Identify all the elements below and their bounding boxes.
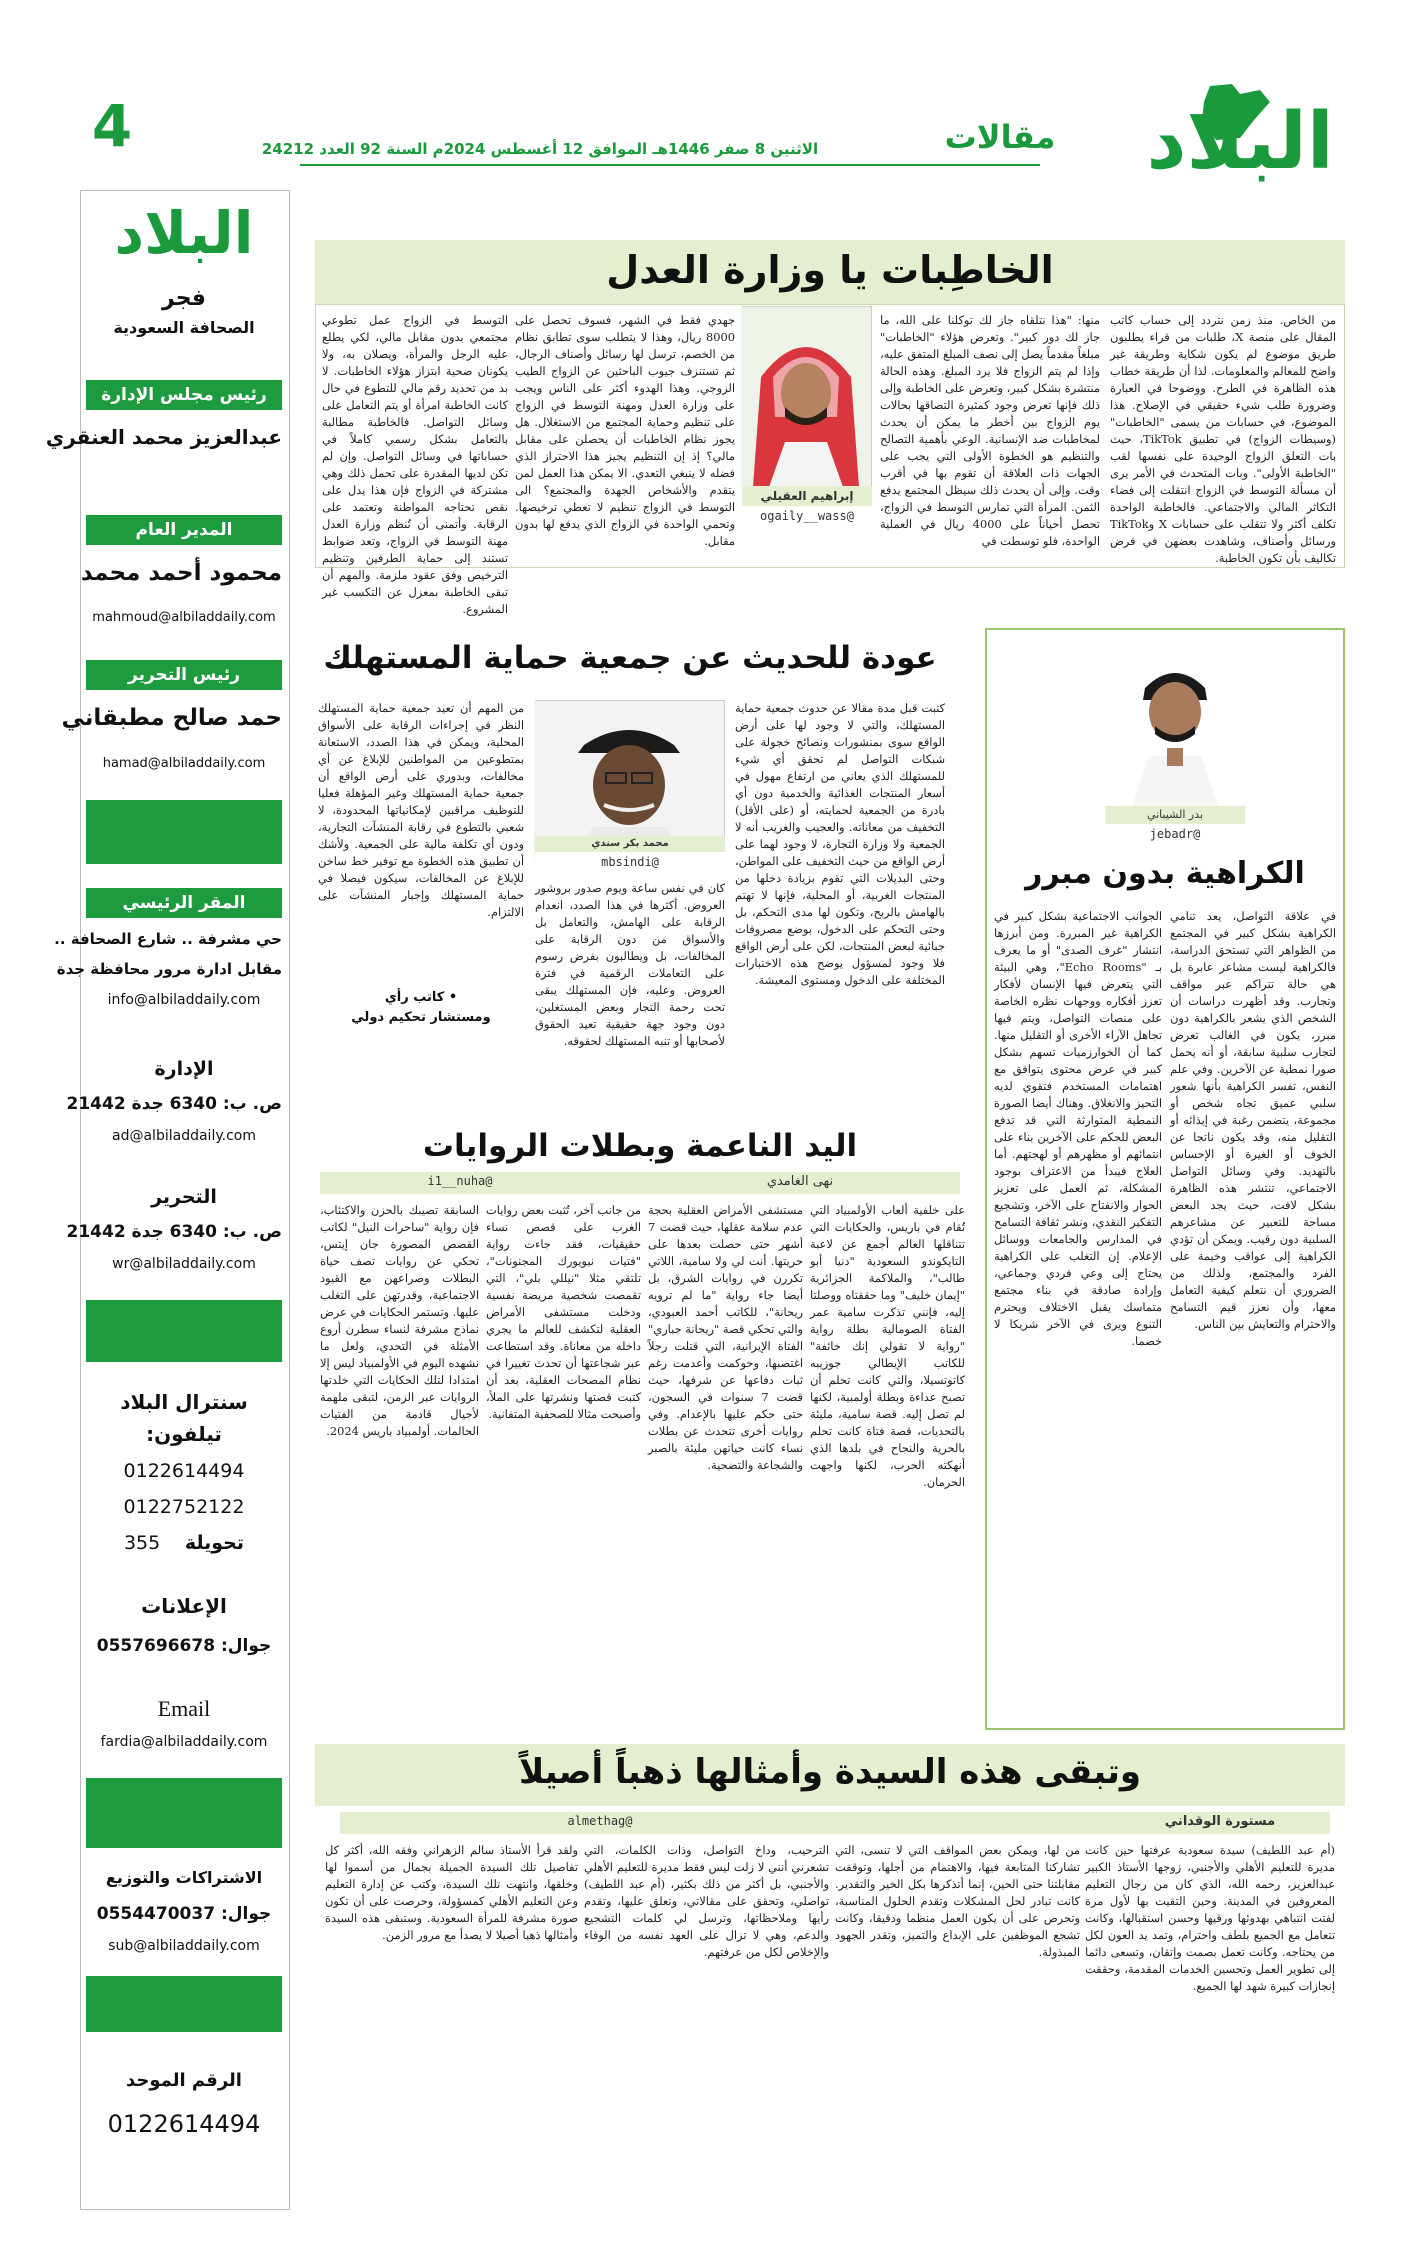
article-5-col-2: من لها، ويمكن بعض المواقف التي لا تنسى، التي تشاركنا المتابعة فيها، والاهتمام من أجلها، وتوقفت مقابلتنا حتى الحين، إنما أتذكرها بكل الخير والتقدير. كانت تبادر لحل المشكلات وتقدم الحلول المناسبة، وتحرص على أن يكون العمل منظما ودقيقا، وكانت تشجع الموظفين على الإبداع والتميز، وتقدر الجهود المبذولة. — [835, 1843, 1080, 1959]
article-4-author-name: نهى الغامدي — [766, 1174, 834, 1189]
sidebar-tagline-1: فجر — [162, 286, 206, 311]
admin-line: ص. ب: 6340 جدة 21442 — [66, 1094, 282, 1114]
subs-label: الاشتراكات والتوزيع — [105, 1868, 263, 1887]
article-3-author-photo — [1115, 640, 1235, 810]
editorial-label: التحرير — [151, 1186, 217, 1208]
sidebar-logo: البلاد — [114, 199, 254, 267]
article-1-title: الخاطِبات يا وزارة العدل — [606, 248, 1054, 292]
article-5-col-4: ولقد قرأ الأستاذ سالم الزهراني وفقه الله، أكثر كل تفاصيل تلك السيدة الجميلة بجمال من أسموا لها وخلقها، وانتهت تلك السيدة، وكتب عن إدارة التعليم وعن التعليم الأهلي كمسؤولة، وحرصت على أن تكون صورة مشرفة للمرأة السعودية. وستبقى هذه السيدة وأمثالها ذهبا أصيلا لا يصدأ مع مرور الزمن. — [325, 1843, 578, 1942]
unified-label: الرقم الموحد — [126, 2070, 242, 2091]
masthead-divider — [300, 164, 1040, 166]
chairman-name: عبدالعزيز محمد العنقري — [45, 425, 282, 449]
masthead — [0, 0, 1420, 200]
article-2-col-3: من المهم أن تعيد جمعية حماية المستهلك النظر في إجراءات الرقابة على الأسواق المحلية، ويمكن في هذا الصدد، الاستعانة بمتطوعين من المواطنين للإبلاغ عن أي مخالفات، وبدوري على أرض الواقع أن جمعية حماية المستهلك وغير المؤهلة فعليا للتوظيف مراقبين لإمكانياتها المحدودة، لا شعبي بالتطوع في رقابة المنشآت التجارية، ودون أي تكلفة مالية على الجمعية. ولأشك أن تطبيق هذه الخطوة مع توفير خط ساخن للإبلاغ عن المخالفات، سيكون فيصلا في حماية المستهلك وإجبار المنشآت على الالتزام. — [318, 701, 524, 919]
hq-email[interactable]: info@albiladdaily.com — [107, 992, 261, 1008]
article-3-col-1: في علاقة التواصل، يعد تنامي الكراهية بشكل كبير في المجتمع من الظواهر التي تستحق الدراسة، فالكراهية ليست مشاعر عابرة بل هي حالة تتراكم عبر مواقف وتجارب. وقد أظهرت دراسات أن الشخص الذي يشعر بالكراهية دون مبرر، يكون في الغالب تعرض لتجارب سلبية سابقة، أو أنه يحمل صورا نمطية عن الآخرين. وفي علم النفس، تفسر الكراهية بأنها شعور سلبي عميق تجاه شخص أو مجموعة، يتضمن رغبة في إيذائه أو التقليل منه، وقد يكون ناتجا عن الخوف أو الغيرة أو الإحساس بالتهديد. وفي وسائل التواصل الاجتماعي، تنتشر هذه الظاهرة بشكل لافت، حيث يجد البعض مساحة للتعبير عن مشاعرهم السلبية دون رقيب. ويمكن أن تؤدي الكراهية إلى عواقب وخيمة على الفرد والمجتمع، ولذلك من الضروري أن نتعلم كيفية التعامل معها، وأن نعزز قيم التسامح والاحترام والتعايش بين الناس. — [1170, 909, 1336, 1331]
gm-email[interactable]: mahmoud@albiladdaily.com — [92, 610, 276, 625]
article-2-col-2: كان في نفس ساعة ويوم صدور بروشور العروض. أكثرها في هذا الصدد، انعدام الرقابة على الهامش، والتعامل بل والأسواق من دون الرقابة على المخالفات، بل ويطالبون بفرض رسوم على التعاملات الرقمية في فترة العروض. وعليه، فإن المستهلك يبقى تحت رحمة التجار وبعض المستغلين، دون وجود جهة حقيقية تعيد الحقوق لأصحابها أو تنبه المستهلك لحقوقه. — [535, 881, 725, 1048]
article-1-col-1: من الخاص. منذ زمن نتردد إلى حساب كاتب المقال على منصة X، طلبات من قراء يطلبون طريق موضوع لم يكون شكاية وطريقة غير واضح للمعالم والمعلومات. لذا أن طريقة خطاب هذه الظاهرة في الطرح. ووضوحا في العبارة وضرورة طلب شيء حقيقي في الإصلاح. هذا الموضوع، في حسابات من يسمى "الخاطبات" (وسيطات الزواج) في تطبيق TikTok، حيث بات التعلق الزواج الوحيدة على نفسها لقب "الخاطبة الأولى". وبات المتحدث في الأمر يرى أن مسألة التوسط في الزواج انتقلت إلى فضاء التكاثر المالي والاجتماعي. فالخاطبة الواحدة تكلف أكثر ولا تتقلب على حسابات X وTikTok ورسائل وأصناف، وشاهدت بعضهن في فرض تكاليف بأن تكون الخاطبة. — [1110, 313, 1336, 565]
article-3-author-name: بدر الشيباني — [1105, 806, 1245, 824]
phone-label: تيلفون: — [146, 1422, 222, 1446]
sidebar-green-block-4 — [86, 1976, 282, 2032]
article-3-author-handle[interactable]: @jebadr — [1105, 824, 1245, 844]
phone-1: 0122614494 — [123, 1460, 245, 1482]
page-number: 4 — [91, 92, 133, 160]
gm-name: محمود أحمد محمد — [80, 560, 282, 586]
article-1-col-4: التوسط في الزواج عمل تطوعي مجتمعي بدون مقابل مالي، لكي يطلع عليه الرجل والمرأة، ويصلان به، ولا يكونان ضحية ابتزاز هؤلاء الخاطبات. لا بد من تحديد رقم مالي للتطوع في حال كانت الخاطبة امرأة أو يتم التعامل على وسائل التواصل. فالخاطبة مطالبة بالتعامل بشكل رسمي كاملاً في حساباتها في وسائل التواصل. وإن لم تكن لديها المقدرة على تحمل ذلك وهي مشتركة في الزواج فإن هذا يدل على نقص تحتاجه المواطنة وتعتمد على الرقابة. وأتمنى أن تُنظم وزارة العدل مهنة التوسط في الزواج، وتعد ضوابط تستند إلى حماية الطرفين وتنظيم الترخيص وفق عقود ملزمة. والمهم أن تبقى الخاطبة بمعزل عن التكسب غير المشروع. — [322, 313, 508, 616]
article-2-author-handle[interactable]: @mbsindi — [535, 852, 725, 872]
gm-label: المدير العام — [86, 515, 282, 545]
chairman-label: رئيس مجلس الإدارة — [86, 380, 282, 410]
article-4-col-3: من جانب آخر، تُثبت بعض روايات الغرب على قصص نساء حقيقيات، فقد جاءت رواية "فتيات نيويورك المجنونات"، تلتقي مثلا "نيللي بلي"، التي تقمصت شخصية مريضة نفسية ودخلت مستشفى الأمراض العقلية لتكشف للعالم ما يجري داخله من معاناة. وقد استطاعت عبر شجاعتها أن تحدث تغييرا في نظام المصحات العقلية، بعد أن كتبت قصتها ونشرتها على الملأ، وأصبحت مثالا للصحفية المتفانية. — [486, 1203, 641, 1421]
central-label: سنترال البلاد — [120, 1390, 248, 1414]
editorial-line: ص. ب: 6340 جدة 21442 — [66, 1222, 282, 1242]
article-2-title: عودة للحديث عن جمعية حماية المستهلك — [323, 640, 937, 676]
admin-label: الإدارة — [154, 1058, 214, 1080]
section-title: مقالات — [944, 118, 1056, 156]
article-5-col-3: الترحيب، وداخ التواصل، وذات الكلمات، التي تشعرني أنني لا زلت ليس فقط مديرة للتعليم الأهلي والأجنبي، بل أكثر من ذلك بكثير، (أم عبد اللطيف) تواصلي، وتحقق على مقالاتي، وتعلق عليها، وتقدم رأيها وملاحظاتها، وترسل لي كلمات التشجيع والدعم، وهي لا تزال على العهد نفسه من الوفاء والإخلاص لكل من عرفتهم. — [584, 1843, 829, 1959]
article-5-title: وتبقى هذه السيدة وأمثالها ذهباً أصيلاً — [518, 1752, 1142, 1792]
sidebar-tagline-2: الصحافة السعودية — [113, 318, 255, 337]
email-label: Email — [157, 1696, 211, 1721]
article-4-col-4: السابقة تصيبك بالحزن والاكتئاب، فإن رواية "ساحرات النيل" لكاتب القصص المصورة جان إيتس، تحكي عن روايات تصف حياة البطلات وصراعهن مع القيود الاجتماعية، وقدرتهن على التغلب عليها. وتستمر الحكايات في عرض نماذج مشرفة لنساء سطرن أروع الأمثلة في التحدي، ولعل ما نشهده اليوم في الأولمبياد ليس إلا امتدادا لتلك الحكايات التي خلدتها الروايات عبر الزمن، لتبقى ملهمة لأجيال قادمة من الفتيات الحالمات. أولمبياد باريس 2024. — [320, 1203, 479, 1438]
sidebar-green-block-2 — [86, 1300, 282, 1362]
logo-text: البلاد — [1146, 97, 1334, 187]
article-4-title: اليد الناعمة وبطلات الروايات — [422, 1128, 858, 1164]
article-5-col-1: (أم عبد اللطيف) سيدة سعودية عرفتها حين كانت مديرة للتعليم الأهلي والأجنبي، زوجها الأستاذ الكبير عبدالعزيز، رحمه الله، الذي كان من رجال التعليم المعروفين في المدينة. وحين التقيت بها لأول مرة لفتت انتباهي بهدوئها ورقيها وحسن استقبالها، وكانت تتعامل مع الجميع بلطف واحترام، وتمد يد العون لكل من يحتاجه. وكانت تعمل بصمت وإتقان، وتسعى دائما إلى تطوير العمل وتحسين الخدمات المقدمة، وحققت إنجازات كبيرة شهد لها الجميع. — [1085, 1843, 1335, 1993]
subs-line: جوال: 0554470037 — [96, 1904, 272, 1924]
article-1-col-2: منها: "هذا نتلقاه جاز لك توكلنا على الله، ما جاز لك دور كبير". وتعرض هؤلاء "الخاطبات" مبلغاً مقدماً يصل إلى نصف المبلغ المتفق عليه، وإذا لم يتم الزواج فلا يرد المبلغ. وهذه الحالة منتشرة بشكل كبير، وتعرض على الخاطبة وإلى ذلك فإنها تعرض وجود كمثيرة التصاقها بحالات يوم الزواج بين أخطر ما يمكن أن يحدث لمخاطبات ضد الإنسانية. الوعي بأهمية التصالح والتنظيم هو الخطوة الأولى التي يجب على الجهات ذات العلاقة أن تقوم بها في أقرب وقت. وإلى أن يحدث ذلك سيظل المجتمع يدفع الثمن. المرأة التي تمارس التوسط في الزواج، تحصل أحياناً على 4000 ريال في العملية الواحدة، فلو توسطت في — [880, 313, 1100, 548]
editor-label: رئيس التحرير — [86, 660, 282, 690]
article-1-author-handle[interactable]: @ogaily__wass — [742, 506, 872, 526]
article-1-col-3: جهدي فقط في الشهر، فسوف تحصل على 8000 ريال، وهذا لا يتطلب سوى تطابق نظام من الخصم، ترسل لها رسائل وأصناف الرجال، ثم تستنزف جيوب الباحثين عن الزواج الطيب الزوجي. وهذا الهدوء أكثر على الناس ويجب على وزارة العدل ومهنة التوسط في الزواج على تنظيم وحماية المجتمع من الاستغلال. هل يجوز نظام الخاطبات أن يحصلن على مقابل مالي؟ إذ إن التنظيم يجيز هذا الاحتراز الذي فضله لا ينبغي التعدي. الا يمكن هذا العمل لمن يتقدم والأشخاص الجهدة والمجتمع؟ الى التوسط في الزواج تنظيم لا تعطي ترخيصها. وتحمي الواحدة في الزواج الذي يدفع لها بدون مقابل. — [515, 313, 735, 548]
hq-label: المقر الرئيسي — [86, 888, 282, 918]
subs-email[interactable]: sub@albiladdaily.com — [108, 1938, 260, 1954]
hq-line-2: مقابل ادارة مرور محافظة جدة — [56, 960, 282, 978]
editor-name: حمد صالح مطبقاني — [61, 705, 282, 731]
sidebar-green-block-3 — [86, 1778, 282, 1848]
article-3-title: الكراهية بدون مبرر — [1025, 856, 1305, 891]
hq-line-1: حي مشرفة .. شارع الصحافة .. — [54, 930, 282, 948]
masthead-logo — [1120, 80, 1360, 200]
phone-2: 0122752122 — [123, 1496, 245, 1518]
article-5-author-name: مستورة الوقداني — [1164, 1814, 1276, 1829]
article-4-author-handle[interactable]: @i1__nuha — [427, 1174, 493, 1188]
article-2-sign-bullet: • كاتب رأي — [384, 990, 458, 1005]
unified-number: 0122614494 — [107, 2110, 261, 2138]
ads-email[interactable]: fardia@albiladdaily.com — [100, 1734, 268, 1750]
article-1-author-name: إبراهيم العقيلي — [742, 486, 872, 506]
admin-email[interactable]: ad@albiladdaily.com — [112, 1128, 256, 1144]
author-portrait-icon — [1115, 640, 1235, 810]
author-portrait-icon — [741, 307, 871, 487]
article-5-author-handle[interactable]: @almethag — [567, 1814, 633, 1828]
article-2-signature — [318, 988, 524, 1028]
article-2-col-1: كتبت قبل مدة مقالا عن حدوث جمعية حماية المستهلك، والتي لا وجود لها على أرض الواقع سوى بمنشورات ونصائح خجولة على شبكات التواصل لم تحقق أي شيء للمستهلك الذي يعاني من ارتفاع مهول في أسعار المنتجات الغذائية والخدمية دون أي بادرة من الجمعية لحمايته، أو (على الأقل) التخفيف من معاناته. والعجيب والغريب أنه لا الجمعية ولا وزارة التجارة، لا وجود لهما على أرض الواقع من حيث التخفيف على المواطن، وحتى البديلات التي تقوم بزيادة دخلها من المنتجات الغربية، أو المحلية، فإنها لا تهتم بالهامش بالربح، وتكون لها مدى التحكم، بل وحتى التحكم على الدخول، بوضع مصروفات جبائية لبعض المنتجات، لكن على أرض الواقع فلا وجود لمسؤول يوضح هذه الاختبارات المختلفة على الدخول ومستوى المعيشة. — [735, 701, 945, 987]
ads-line: جوال: 0557696678 — [96, 1636, 272, 1656]
article-3-col-2: الجوانب الاجتماعية بشكل كبير في الكراهية غير المبررة. ومن أبرزها انتشار "غرف الصدى" أو ما يعرف بـ "Echo Rooms"، وهي البيئة التي يتعرض فيها الإنسان لأفكار تعزز أفكاره ووجهات نظره الخاصة على منصات التواصل، ويتم فيها تجاهل الآراء الأخرى أو التقليل منها. كما أن الخوارزميات تسهم بشكل كبير في عرض محتوى يتوافق مع اهتمامات المستخدم فتقوي لديه التحيز والانغلاق. وهناك أيضا الصورة النمطية المتوارثة التي قد تدفع البعض للحكم على الآخرين بناء على انتمائهم أو مظهرهم أو لهجتهم. أما العلاج فيبدأ من الاعتراف بوجود المشكلة، ثم العمل على تعزيز الحوار والانفتاح على الآخر، وتشجيع التفكير النقدي، ونشر ثقافة التسامح في المدارس والجامعات ووسائل الإعلام. إن التغلب على الكراهية يحتاج إلى وعي فردي وجماعي، وإرادة صادقة في بناء مجتمع متماسك يقبل الاختلاف ويحترم التنوع ويرى في الآخر شريكا لا خصما. — [994, 909, 1162, 1348]
article-1-author-photo — [742, 306, 872, 486]
article-4-col-1: على خلفية ألعاب الأولمبياد التي تُقام في باريس، والحكايات التي تتناقلها العالم أجمع عن لاعبة التايكوندو السعودية "دنيا أبو طالب"، والملاكمة الجزائرية "إيمان خليف" وما حققتاه ووصلتا إليه، فإنني تذكرت سامية عمر الفتاة الصومالية بطلة رواية "رواية لا تقولي إنك خائفة" للكاتب الإيطالي جوزيبه كاتوتسيلا، والتي كانت تحلم أن تصبح عداءة وبطلة أولمبية، لكنها لم تصل إليه. قصة سامية، مليئة بالتحديات، قصة فتاة كانت تحلم بالحرية والنجاح في بلدها الذي أنهكته الحرب، لكنها واجهت الحرمان. — [810, 1203, 965, 1489]
ads-label: الإعلانات — [141, 1594, 227, 1618]
dateline: الاثنين 8 صفر 1446هـ الموافق 12 أغسطس 2024م السنة 92 العدد 24212 — [261, 140, 819, 158]
extension — [86, 1532, 282, 1554]
sidebar-green-block-1 — [86, 800, 282, 864]
article-2-sign-role: ومستشار تحكيم دولي — [351, 1010, 491, 1025]
article-2-author-name: محمد بكر سندي — [535, 836, 725, 852]
ext-number: 355 — [123, 1532, 161, 1554]
editor-email[interactable]: hamad@albiladdaily.com — [102, 756, 266, 771]
ext-label: تحويلة — [184, 1532, 245, 1554]
editorial-email[interactable]: wr@albiladdaily.com — [112, 1256, 256, 1272]
article-4-col-2: مستشفى الأمراض العقلية بحجة عدم سلامة عقلها، حيث قضت 7 أشهر حتى حصلت بعدها على حريتها. أنت لي ولا سامية، اللاتي تكررن في روايات الشرق، بل أيضا جاء رواية "ما لم ترويه ريحانة"، للكاتب أحمد العبودي، والتي تحكي قصة "ريحانة جباري" الفتاة الإيرانية، التي قتلت رجلاً اغتصبها، وحوكمت وأعدمت رغم ثبات دفاعها عن شرفها، حيث قضت 7 سنوات في السجون، حتى حكم عليها بالإعدام. وفي روايات أخرى تتحدث عن بطلات نساء كانت حياتهن مليئة بالصبر والشجاعة والتضحية. — [648, 1203, 803, 1472]
